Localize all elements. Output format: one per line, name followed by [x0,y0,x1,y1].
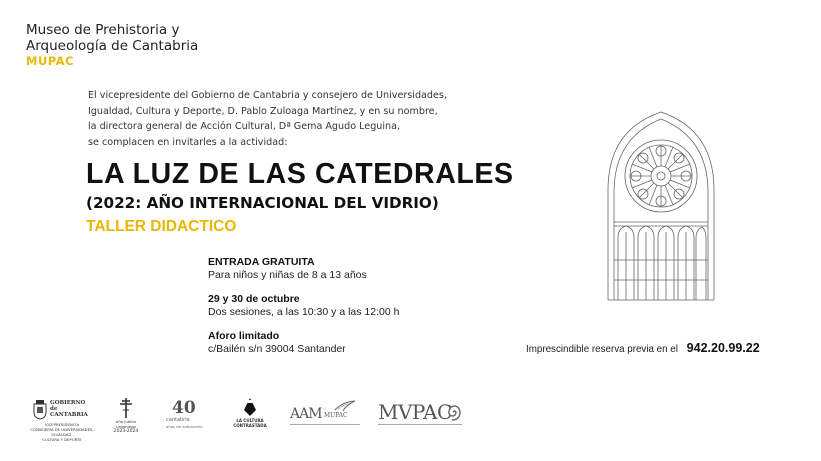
invitation-line: se complacen en invitarles a la actividad: [88,136,288,148]
gobierno-sub2: CONSEJERÍA DE UNIVERSIDADES, IGUALDAD, [30,427,94,437]
museum-name-line2: Arqueología de Cantabria [26,38,199,54]
invitation-line: El vicepresidente del Gobierno de Cantabria y consejero de Universidades, [88,90,447,101]
gobierno-line1: GOBIERNO [50,400,86,406]
museum-abbr: MUPAC [26,54,74,68]
jubilar-line1: Año Jubilar [115,419,137,424]
invitation-line: la directora general de Acción Cultural, Dª Gema Agudo Leguina, [88,121,401,132]
event-subtitle: (2022: AÑO INTERNACIONAL DEL VIDRIO) [86,194,439,212]
dates-text: Dos sesiones, a las 10:30 y a las 12:00 h [208,306,400,318]
capacity-info [208,330,346,356]
gobierno-line3: CANTABRIA [50,412,88,418]
aam-text: AAM [290,406,322,422]
entry-heading: ENTRADA GRATUITA [208,256,315,268]
cantabria40-line1: cantabria [166,417,190,423]
jubilar-line2: Lebaniego [116,424,136,429]
sponsor-logos [0,394,821,454]
gothic-rose-window-icon [606,110,716,302]
event-title: LA LUZ DE LAS CATEDRALES [86,158,514,190]
cultura-line2: CONTRASTADA [233,423,267,428]
coat-of-arms-icon [32,400,48,420]
aam-sub: MUPAC [324,412,348,419]
pen-nib-icon [243,398,257,416]
invitation-text [88,88,468,150]
dates-heading: 29 y 30 de octubre [208,293,300,305]
reservation-line [526,341,760,355]
reservation-phone: 942.20.99.22 [686,341,760,355]
spiral-icon [444,402,462,422]
invitation-line: Igualdad, Cultura y Deporte, D. Pablo Zuloaga Martínez, y en su nombre, [88,105,438,117]
aam-rule [290,424,360,431]
gobierno-sub1: VICEPRESIDENCIA [44,422,80,427]
gobierno-line2: de [50,406,58,412]
jubilee-cross-icon [119,398,133,418]
museum-name-line1: Museo de Prehistoria y [26,22,180,38]
entry-text: Para niños y niñas de 8 a 13 años [208,269,367,281]
cantabria40-line2: años de autonomía [166,423,203,429]
jubilar-line3: 2023-2024 [113,429,139,434]
gobierno-sub3: CULTURA Y DEPORTE [42,437,82,442]
dates-info [208,293,399,319]
reservation-text: Imprescindible reserva previa en el [526,344,678,355]
bird-icon [334,400,356,412]
event-type: TALLER DIDACTICO [86,218,237,235]
mupac-logo-text: MVPAC [378,400,452,424]
museum-name [26,22,198,54]
entry-info [208,256,367,282]
cantabria40-number: 40 [172,398,196,418]
mupac-rule [378,424,462,425]
capacity-heading: Aforo limitado [208,330,280,342]
cultura-line1: LA CULTURA [236,418,264,423]
address-text: c/Bailén s/n 39004 Santander [208,343,346,355]
